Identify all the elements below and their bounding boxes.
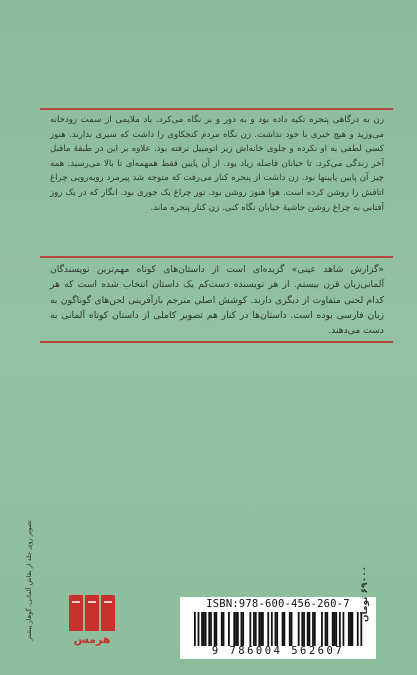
isbn-barcode [180, 597, 376, 659]
publisher-logo [65, 595, 119, 657]
blurb-paragraph: «گزارش شاهد عینی» گزیده‌ای است از داستان‌های کوتاه مهم‌ترین نویسندگان آلمانی‌زبان قرن بیستم. از هر نویسنده دست‌کم یک داستان انتخاب شده است که هر کدام لحنی متفاوت از دیگری دارند. کوشش اصلی مترجم بازآفرینی لحن‌های گوناگون به زبان فارسی بوده است. داستان‌ها در کنار هم تصویر کاملی از داستان کوتاه آلمانی به دست می‌دهند. [50, 264, 384, 337]
barcode-bar [214, 612, 216, 646]
excerpt-text [50, 113, 384, 215]
barcode-bar [223, 612, 225, 646]
barcode-bar [233, 612, 235, 646]
barcode-bar [309, 612, 311, 646]
logo-book-shape [101, 595, 115, 631]
barcode-bar [348, 612, 350, 646]
barcode-bar [321, 612, 323, 646]
logo-book-shape [69, 595, 83, 631]
barcode-digits: 9 786004 562607 [211, 645, 345, 657]
barcode-bar [326, 612, 328, 646]
barcode-bar [332, 612, 334, 646]
logo-book-shape [85, 595, 99, 631]
barcode-bar [249, 612, 251, 646]
barcode-bar [221, 612, 223, 646]
barcode-bar [314, 612, 316, 646]
barcode-bar [253, 612, 255, 646]
barcode-bar [267, 612, 269, 646]
barcode-bar [301, 612, 303, 646]
barcode-bar [335, 612, 337, 646]
barcode-bar [237, 612, 239, 646]
barcode-bar [258, 612, 260, 646]
barcode-bar [307, 612, 309, 646]
barcode-bar [339, 612, 341, 646]
barcode-bar [298, 612, 300, 646]
barcode-bar [228, 612, 230, 646]
blurb-text [50, 262, 384, 338]
barcode-bar [283, 612, 285, 646]
barcode-bar [271, 612, 273, 646]
isbn-number: ISBN:978-600-456-260-7 [206, 598, 350, 610]
top-divider-line [40, 108, 393, 110]
barcode-bar [255, 612, 257, 646]
excerpt-paragraph: زن به درگاهی پنجره تکیه داده بود و به دور و بر نگاه می‌کرد. باد ملایمی از سمت رودخانه می‌وزید و هیچ خبری با خود نداشت. زن نگاه مردم کنجکاوی را داشت که سیری ندارند. هنوز کسی لطفی به او نکرده و جلوی خانه‌اش زیر اتومبیل نرفته بود. علاوه بر این در طبقهٔ ماقبل آخر زندگی می‌کرد. تا خیابان فاصله زیاد بود. از آن پایین فقط همهمه‌ای تا بالا می‌رسید. همه چیز آن پایین پایینها بود. زن داشت از پنجره کنار می‌رفت که متوجه شد پیرمرد روبه‌رویی چراغ اتاقش را روشن کرده است. هوا هنوز روشن بود. نور چراغ یک جوری بود. انگار که در یک روز آفتابی به چراغ روشن حاشیهٔ خیابان نگاه کنی. زن کنار پنجره ماند. [50, 115, 384, 213]
barcode-bar [194, 612, 196, 646]
barcode-bars [194, 612, 364, 646]
middle-divider-line [40, 256, 393, 258]
price-label: ۶۹۰۰۰ تومان [360, 565, 370, 623]
barcode-bar [282, 612, 284, 646]
barcode-bar [275, 612, 277, 646]
barcode-bar [312, 612, 314, 646]
barcode-bar [201, 612, 203, 646]
barcode-bar [205, 612, 207, 646]
barcode-bar [208, 612, 210, 646]
barcode-bar [357, 612, 359, 646]
barcode-bar [241, 612, 243, 646]
bottom-divider-line [40, 341, 393, 343]
barcode-bar [351, 612, 353, 646]
barcode-bar [260, 612, 262, 646]
barcode-bar [325, 612, 327, 646]
barcode-bar [289, 612, 291, 646]
barcode-bar [262, 612, 264, 646]
publisher-name: هرمس [73, 633, 111, 646]
barcode-bar [242, 612, 244, 646]
barcode-bar [203, 612, 205, 646]
barcode-bar [343, 612, 345, 646]
barcode-bar [350, 612, 352, 646]
barcode-bar [291, 612, 293, 646]
barcode-bar [235, 612, 237, 646]
cover-art-credit: تصویر روی جلد از نقاش آلمانی، گوهار پیشتر [25, 520, 33, 641]
barcode-bar [198, 612, 200, 646]
barcode-bar [210, 612, 212, 646]
barcode-bar [215, 612, 217, 646]
barcode-bar [334, 612, 336, 646]
barcode-bar [276, 612, 278, 646]
barcode-bar [303, 612, 305, 646]
